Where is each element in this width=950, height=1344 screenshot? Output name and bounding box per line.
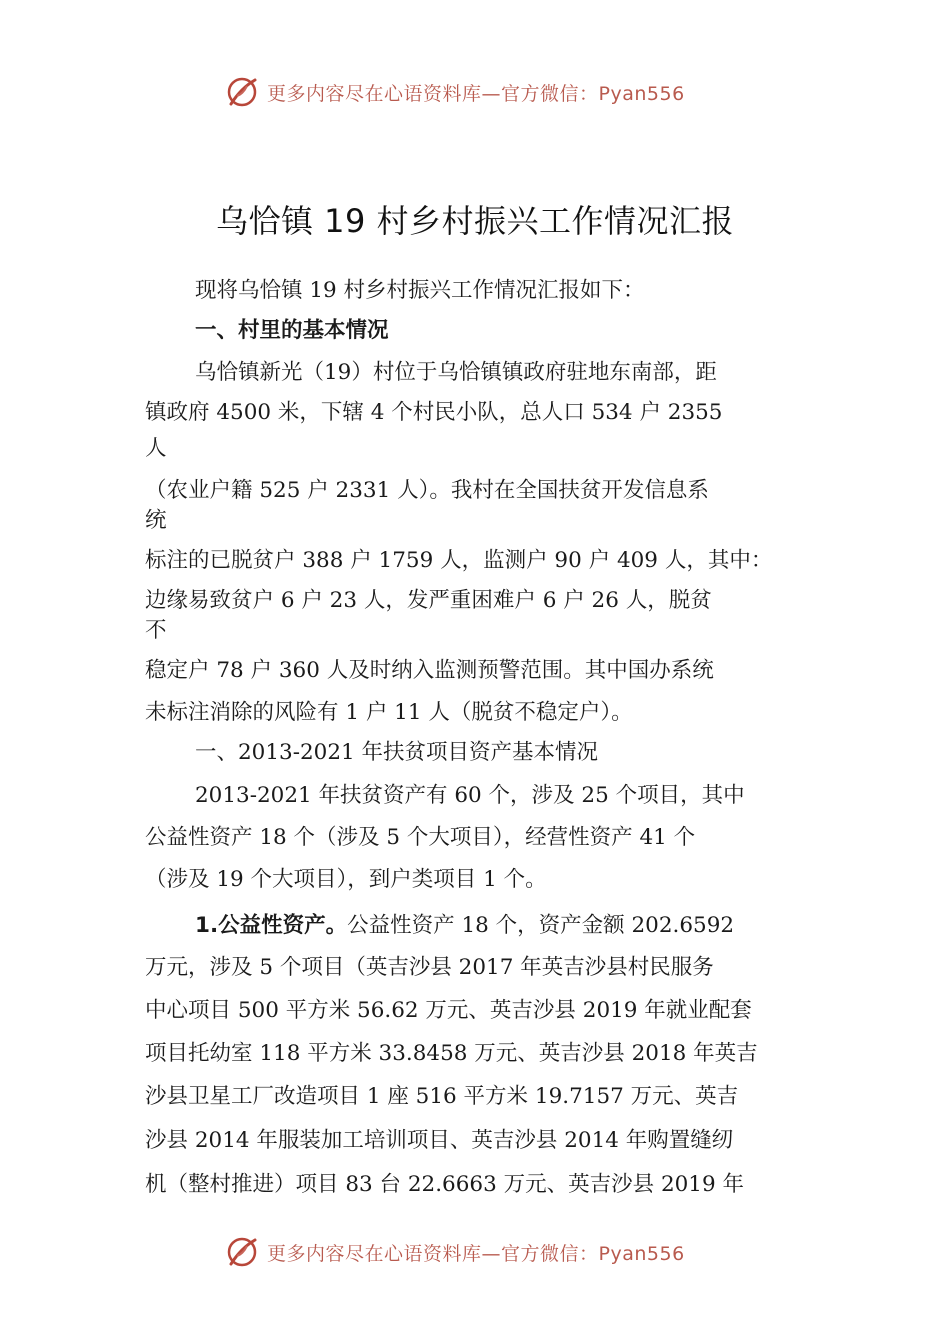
p3-line-5: 沙县 2014 年服装加工培训项目、英吉沙县 2014 年购置缝纫 <box>145 1128 734 1153</box>
p1-line-5: 标注的已脱贫户 388 户 1759 人，监测户 90 户 409 人，其中： <box>145 548 773 573</box>
p1-line-4: 统 <box>145 508 167 533</box>
p3-line-0-text: 公益性资产 18 个，资产金额 202.6592 <box>347 913 735 938</box>
p1-line-3: （农业户籍 525 户 2331 人）。我村在全国扶贫开发信息系 <box>145 478 709 503</box>
p1-line-0: 乌恰镇新光（19）村位于乌恰镇镇政府驻地东南部，距 <box>195 360 717 385</box>
p2-line-2: （涉及 19 个大项目），到户类项目 1 个。 <box>145 867 547 892</box>
brush-logo-icon <box>225 1234 261 1270</box>
p3-line-0 <box>195 911 734 941</box>
brush-logo-icon <box>225 74 261 110</box>
header-banner-text: 更多内容尽在心语资料库—官方微信：Pyan556 <box>267 82 685 105</box>
p3-line-1: 万元，涉及 5 个项目（英吉沙县 2017 年英吉沙县村民服务 <box>145 955 714 980</box>
p1-line-6: 边缘易致贫户 6 户 23 人，发严重困难户 6 户 26 人，脱贫 <box>145 588 712 613</box>
p1-line-7: 不 <box>145 618 167 643</box>
section-heading-basic: 一、村里的基本情况 <box>195 318 389 343</box>
header-banner <box>225 72 725 112</box>
p3-lead: 1.公益性资产。 <box>195 913 348 938</box>
p1-line-1: 镇政府 4500 米，下辖 4 个村民小队，总人口 534 户 2355 <box>145 400 723 425</box>
p3-line-4: 沙县卫星工厂改造项目 1 座 516 平方米 19.7157 万元、英吉 <box>145 1084 739 1109</box>
p3-line-2: 中心项目 500 平方米 56.62 万元、英吉沙县 2019 年就业配套 <box>145 998 752 1023</box>
p1-line-2: 人 <box>145 436 167 461</box>
p1-line-9: 未标注消除的风险有 1 户 11 人（脱贫不稳定户）。 <box>145 700 633 725</box>
footer-banner-text: 更多内容尽在心语资料库—官方微信：Pyan556 <box>267 1242 685 1265</box>
p2-line-0: 2013-2021 年扶贫资产有 60 个，涉及 25 个项目，其中 <box>195 783 745 808</box>
intro-line: 现将乌恰镇 19 村乡村振兴工作情况汇报如下： <box>195 278 645 303</box>
footer-banner <box>225 1232 725 1272</box>
p3-line-3: 项目托幼室 118 平方米 33.8458 万元、英吉沙县 2018 年英吉 <box>145 1041 758 1066</box>
section-heading-assets: 一、2013-2021 年扶贫项目资产基本情况 <box>195 740 599 765</box>
page-title: 乌恰镇 19 村乡村振兴工作情况汇报 <box>215 202 735 240</box>
p1-line-8: 稳定户 78 户 360 人及时纳入监测预警范围。其中国办系统 <box>145 658 714 683</box>
p3-line-6: 机（整村推进）项目 83 台 22.6663 万元、英吉沙县 2019 年 <box>145 1172 744 1197</box>
p2-line-1: 公益性资产 18 个（涉及 5 个大项目），经营性资产 41 个 <box>145 825 696 850</box>
